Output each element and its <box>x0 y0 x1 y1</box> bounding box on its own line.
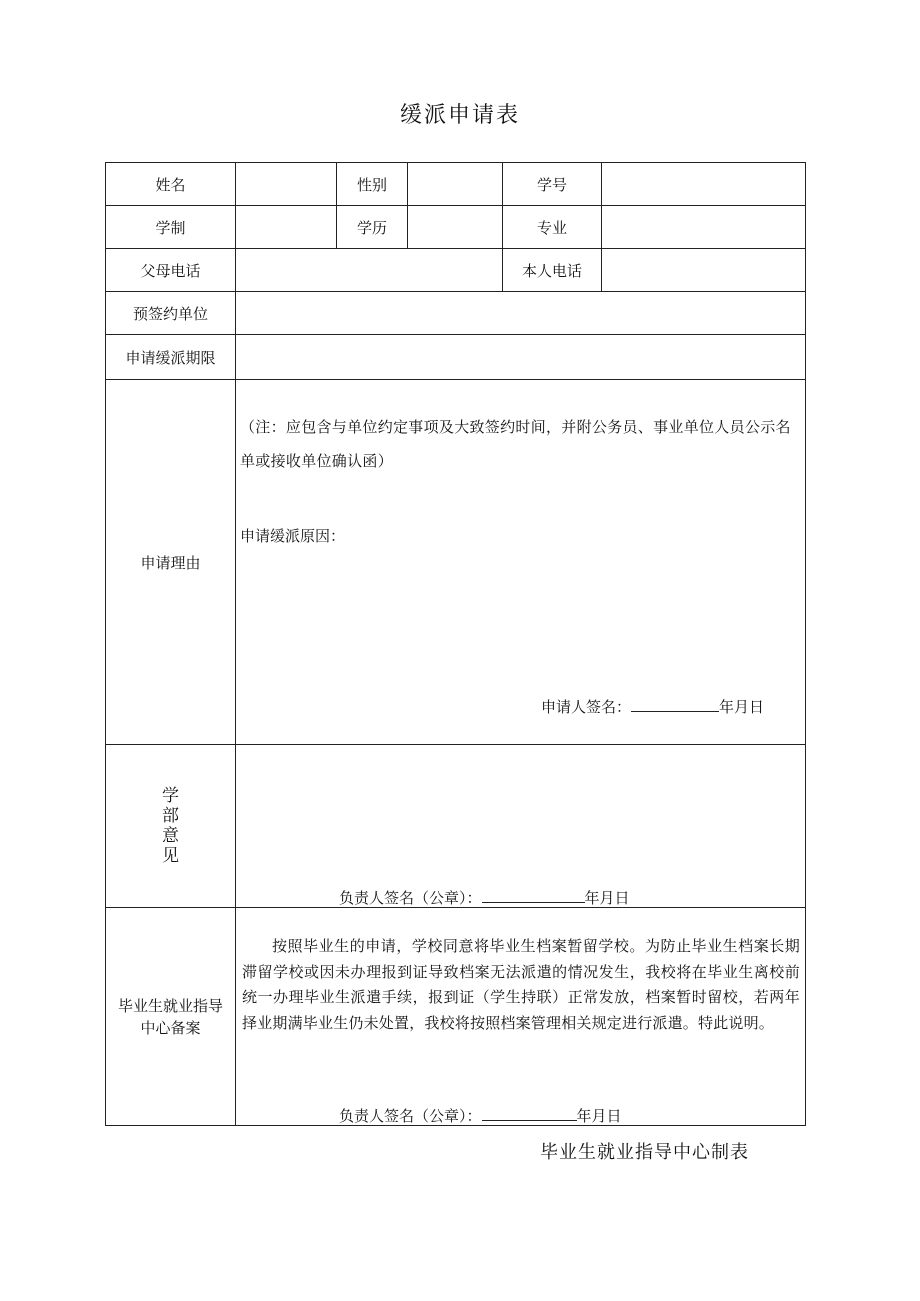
gender-label: 性别 <box>337 163 408 206</box>
department-signature-line <box>339 887 630 908</box>
major-field[interactable] <box>602 206 806 249</box>
center-signature-label: 负责人签名（公章）： <box>339 1107 482 1125</box>
department-signature-label: 负责人签名（公章）： <box>339 889 482 907</box>
form-title: 缓派申请表 <box>399 103 520 128</box>
row-length-education-major <box>106 206 806 249</box>
study-length-field[interactable] <box>236 206 337 249</box>
row-deferral-period <box>106 335 806 380</box>
center-statement: 按照毕业生的申请，学校同意将毕业生档案暂留学校。为防止毕业生档案长期滞留学校或因未办理报到证导致档案无法派遣的情况发生，我校将在毕业生离校前统一办理毕业生派遣手续，报到证（学生持联）正常发放，档案暂时留校，若两年择业期满毕业生仍未处置，我校将按照档案管理相关规定进行派遣。特此说明。 <box>242 937 800 1032</box>
center-filing-cell[interactable] <box>236 908 806 1126</box>
gender-field[interactable] <box>408 163 503 206</box>
center-filing-label-cell <box>106 908 236 1126</box>
reason-cell[interactable] <box>236 380 806 745</box>
name-field[interactable] <box>236 163 337 206</box>
applicant-date-label: 年月日 <box>719 698 765 716</box>
parent-phone-field[interactable] <box>236 249 503 292</box>
reason-section-label: 申请理由 <box>106 380 236 745</box>
center-filing-label: 毕业生就业指导中心备案 <box>117 996 223 1037</box>
own-phone-label: 本人电话 <box>503 249 602 292</box>
deferral-application-form <box>105 162 806 1126</box>
department-date-label: 年月日 <box>584 889 630 907</box>
department-signature-blank[interactable] <box>482 888 585 903</box>
form-footer: 毕业生就业指导中心制表 <box>540 1142 749 1163</box>
deferral-period-field[interactable] <box>236 335 806 380</box>
row-department-opinion <box>106 745 806 908</box>
reason-prompt: 申请缓派原因： <box>240 527 346 545</box>
department-opinion-cell[interactable] <box>236 745 806 908</box>
center-date-label: 年月日 <box>576 1107 622 1125</box>
row-phones <box>106 249 806 292</box>
department-opinion-label-cell <box>106 745 236 908</box>
row-center-filing <box>106 908 806 1126</box>
reason-note: （注：应包含与单位约定事项及大致签约时间，并附公务员、事业单位人员公示名单或接收单位确认函） <box>240 418 791 470</box>
applicant-signature-blank[interactable] <box>631 697 719 712</box>
applicant-signature-label: 申请人签名： <box>541 698 632 716</box>
education-field[interactable] <box>408 206 503 249</box>
name-label: 姓名 <box>106 163 236 206</box>
education-label: 学历 <box>337 206 408 249</box>
pre-signed-unit-label: 预签约单位 <box>106 292 236 335</box>
department-opinion-label: 学部意见 <box>162 786 179 866</box>
applicant-signature-line <box>541 696 764 717</box>
study-length-label: 学制 <box>106 206 236 249</box>
center-signature-blank[interactable] <box>482 1106 577 1121</box>
center-signature-line <box>339 1105 622 1126</box>
row-name-gender-id <box>106 163 806 206</box>
pre-signed-unit-field[interactable] <box>236 292 806 335</box>
student-id-field[interactable] <box>602 163 806 206</box>
row-reason <box>106 380 806 745</box>
row-pre-signed-unit <box>106 292 806 335</box>
student-id-label: 学号 <box>503 163 602 206</box>
own-phone-field[interactable] <box>602 249 806 292</box>
deferral-period-label: 申请缓派期限 <box>106 335 236 380</box>
major-label: 专业 <box>503 206 602 249</box>
parent-phone-label: 父母电话 <box>106 249 236 292</box>
